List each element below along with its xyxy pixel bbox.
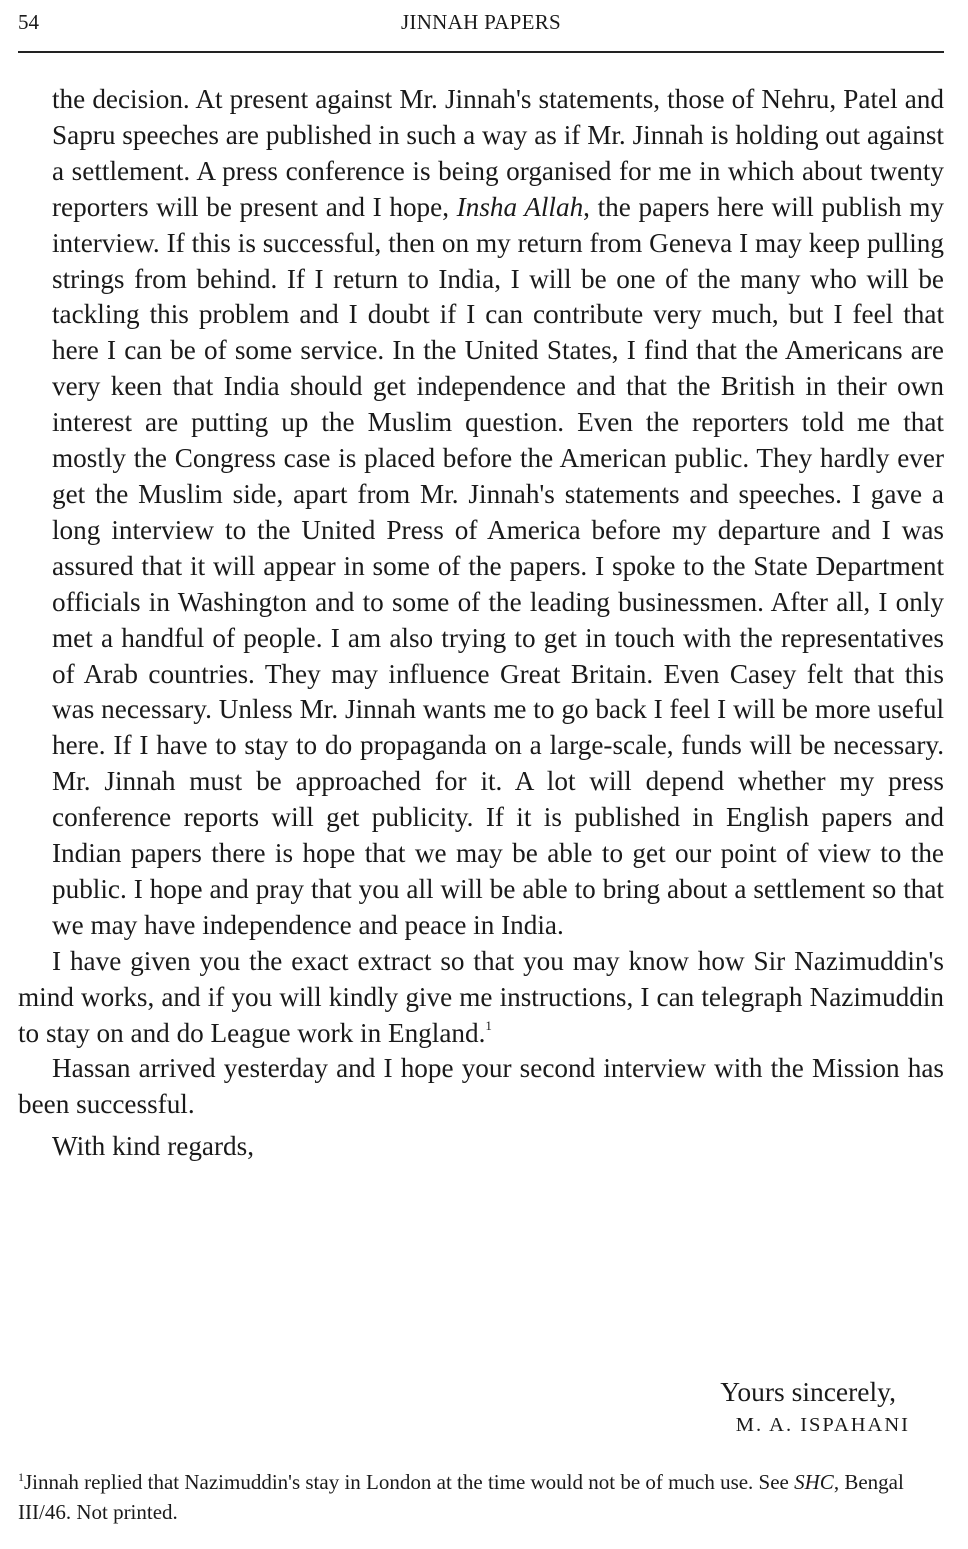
paragraph-hassan (18, 1051, 944, 1123)
quote-italic-phrase: Insha Allah (456, 191, 584, 222)
footnote-text-part1: Jinnah replied that Nazimuddin's stay in London at the time would not be of much use. See (24, 1470, 795, 1494)
signature-block (720, 1376, 910, 1437)
footnote-italic: SHC (794, 1470, 834, 1494)
page-header (18, 10, 944, 44)
regards-text: With kind regards, (52, 1131, 255, 1162)
signatory-name: M. A. ISPAHANI (735, 1414, 910, 1436)
paragraph-hassan-text: Hassan arrived yesterday and I hope your second interview with the Mission has been successful. (18, 1053, 944, 1120)
footnote-text (18, 1467, 944, 1527)
footnote-text-part2: , Bengal III/46. Not printed. (18, 1470, 904, 1524)
quote-text-part2: , the papers here will publish my interview. If this is successful, then on my return from Geneva I may keep pulling strings from behind. If I return to India, I will be one of the many who will be tackling this problem and I doubt if I can contribute very much, but I feel that here I can be of some service. In the United States, I find that the Americans are very keen that India should get independence and that the British in their own interest are putting up the Muslim question. Even the reporters told me that mostly the Congress case is placed before the American public. They hardly ever get the Muslim side, apart from Mr. Jinnah's statements and speeches. I gave a long interview to the United Press of America before my departure and I was assured that it will appear in some of the papers. I spoke to the State Department officials in Washington and to some of the leading businessmen. After all, I only met a handful of people. I am also trying to get in touch with the representatives of Arab countries. They may influence Great Britain. Even Casey felt that this was necessary. Unless Mr. Jinnah wants me to go back I feel I will be more useful here. If I have to stay to do propaganda on a large-scale, funds will be necessary. Mr. Jinnah must be approached for it. A lot will depend whether my press conference reports will get publicity. If it is published in English papers and Indian papers there is hope that we may be able to get our point of view to the public. I hope and pray that you all will be able to bring about a settlement so that we may have independence and peace in India. (52, 191, 944, 940)
paragraph-instructions-text: I have given you the exact extract so that you may know how Sir Nazimuddin's mind works, and if you will kindly give me instructions, I can telegraph Nazimuddin to stay on and do League work in England. (18, 945, 944, 1048)
header-rule (18, 51, 944, 53)
footnote (18, 1467, 944, 1527)
paragraph-instructions (18, 944, 944, 1052)
footnote-mark: 1 (18, 1470, 24, 1484)
closing-regards (52, 1129, 944, 1165)
sign-off: Yours sincerely, (720, 1376, 896, 1407)
body-text (18, 82, 944, 1165)
running-title: JINNAH PAPERS (400, 10, 562, 34)
quoted-extract (52, 82, 944, 944)
page-number: 54 (18, 10, 39, 34)
footnote-reference: 1 (485, 1017, 492, 1033)
quote-text-part1: the decision. At present against Mr. Jinnah's statements, those of Nehru, Patel and Sapru speeches are published in such a way as if Mr. Jinnah is holding out against a settlement. A press conference is being organised for me in which about twenty reporters will be present and I hope, (52, 84, 944, 222)
